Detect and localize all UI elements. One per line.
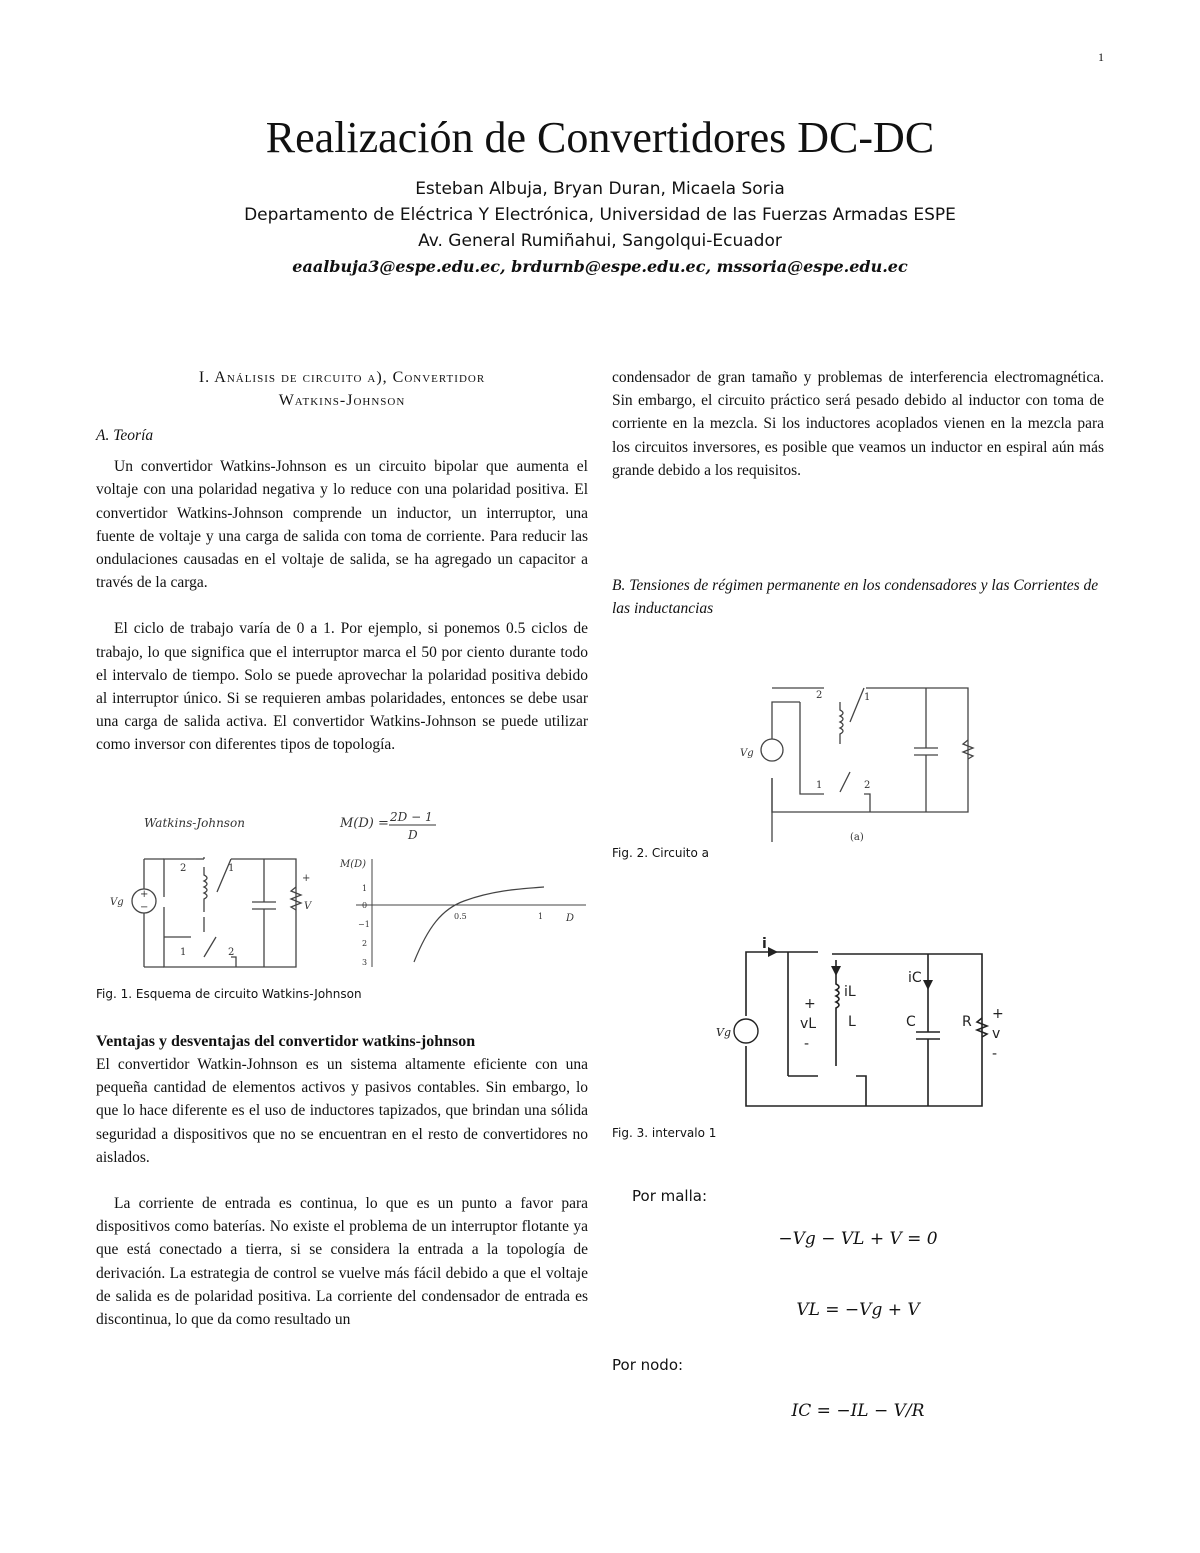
fig3-source-label: Vg (716, 1025, 731, 1039)
fig3-r-label: R (962, 1013, 972, 1030)
address: Av. General Rumiñahui, Sangolqui-Ecuador (418, 231, 782, 251)
figure-3 (612, 936, 1104, 1116)
fig1-caption: Fig. 1. Esquema de circuito Watkins-Johnson (96, 986, 362, 1001)
fig1-tick-y3: 2 (362, 938, 368, 948)
figure-2 (612, 652, 1104, 844)
por-nodo-label: Por nodo: (612, 1356, 684, 1375)
fig3-c-label: C (906, 1013, 916, 1030)
fig3-caption: Fig. 3. intervalo 1 (612, 1125, 717, 1140)
fig1-sw-2b: 2 (228, 946, 235, 958)
paragraph-cont: condensador de gran tamaño y problemas de interferencia electromagnética. Sin embargo, el circuito práctico será pesado debido al inductor con toma de corriente en la mezcla. Si los inductores acoplados vienen en la mezcla para los circuitos inversores, es posible que veamos un inductor en espiral aún más grande debido a los requisitos. (612, 369, 1104, 479)
fig3-source-icon (734, 1019, 758, 1043)
subsection-b: B. Tensiones de régimen permanente en los condensadores y las Corrientes de las inductancias (612, 577, 1099, 618)
section-heading-line1: I. Análisis de circuito a), Convertidor (198, 369, 486, 386)
fig1-formula-den: D (408, 827, 418, 842)
fig3-ic-arrow (923, 980, 933, 990)
fig3-vl-label: vL (800, 1015, 817, 1032)
fig1-inductor (204, 867, 207, 912)
section-heading (96, 366, 588, 412)
fig2-source-icon (761, 739, 783, 761)
left-column (96, 366, 588, 1331)
paper-title: Realización de Convertidores DC-DC (265, 113, 935, 162)
fig1-switch-bottom (204, 937, 216, 957)
fig1-title: Watkins-Johnson (144, 815, 245, 830)
paragraph-2: El ciclo de trabajo varía de 0 a 1. Por ejemplo, si ponemos 0.5 ciclos de trabajo, lo que significa que el interruptor marca el 50 por ciento durante todo el intervalo de tiempo. Solo se puede aprovechar la polaridad positiva debido al interruptor único. Si se requieren ambas polaridades, entonces se debe usar una carga de salida activa. El convertidor Watkins-Johnson se puede utilizar como inversor con diferentes tipos de topología. (96, 620, 588, 754)
fig1-tick-05: 0.5 (454, 911, 467, 921)
emails: eaalbuja3@espe.edu.ec, brdurnb@espe.edu.ec, mssoria@espe.edu.ec (292, 257, 908, 276)
fig1-plot-curve (414, 887, 544, 962)
fig2-sub-label: (a) (850, 832, 864, 844)
fig1-tick-y1: 0 (362, 900, 368, 910)
fig2-source-label: Vg (740, 748, 754, 760)
por-malla-label: Por malla: (632, 1186, 708, 1205)
fig1-tick-1: 1 (538, 911, 544, 921)
fig1-tick-y2: −1 (358, 919, 370, 929)
fig2-switch-bottom (840, 772, 850, 792)
equation-1: −Vg − VL + V = 0 (778, 1229, 938, 1250)
fig2-switch-top (850, 688, 864, 722)
fig2-sw-1: 1 (864, 692, 871, 704)
fig2-inductor (840, 702, 843, 744)
figure-1 (96, 797, 588, 977)
fig3-il-label: iL (844, 983, 856, 1000)
advantages-paragraph: El convertidor Watkin-Johnson es un sistema altamente eficiente con una pequeña cantidad de elementos activos y pasivos contables. Sin embargo, lo que lo hace diferente es el uso de inductores tapizados, que brindan una sólida seguridad a dispositivos que no se encuentran en el resto de convertidores no aislados. (96, 1056, 588, 1166)
fig3-ic-label: iC (908, 969, 922, 986)
subsection-a: A. Teoría (96, 427, 154, 444)
paragraph-3: La corriente de entrada es continua, lo que es un punto a favor para dispositivos como baterías. No existe el problema de un interruptor flotante ya que está conectado a tierra, si se considera la entrada a la topología de derivación. La estrategia de control se vuelve más fácil debido a que el voltaje de salida es de polaridad positiva. La corriente del condensador de entrada es discontinua, lo que da como resultado un (96, 1195, 588, 1329)
fig3-il-arrow (831, 966, 841, 976)
fig3-l-label: L (848, 1013, 856, 1030)
fig2-sw-2b: 2 (864, 780, 871, 792)
fig3-minus: - (804, 1035, 810, 1052)
equation-3: IC = −IL − V/R (791, 1400, 925, 1421)
fig1-sw-1b: 1 (180, 946, 187, 958)
equation-2: VL = −Vg + V (796, 1300, 920, 1321)
section-heading-line2: Watkins-Johnson (278, 392, 406, 409)
fig1-plot (339, 859, 586, 967)
fig1-tick-y0: 1 (362, 883, 368, 893)
fig1-tick-y4: 3 (362, 957, 368, 967)
fig1-sw-2: 2 (180, 862, 187, 874)
fig1-axis-x: D (566, 912, 575, 924)
fig1-out-plus: + (302, 872, 311, 884)
fig3-i-label: i (762, 935, 767, 952)
fig2-sw-2: 2 (816, 690, 823, 702)
page-number: 1 (1098, 50, 1104, 64)
title-block (0, 110, 1200, 280)
paragraph-1: Un convertidor Watkins-Johnson es un circuito bipolar que aumenta el voltaje con una polaridad negativa y lo reduce con una polaridad positiva. El convertidor Watkins-Johnson comprende un inductor, un interruptor, una fuente de voltaje y una carga de salida con toma de corriente. Para reducir las ondulaciones causadas en el voltaje de salida, se ha agregado un capacitor a través de la carga. (96, 458, 588, 592)
fig1-sw-1: 1 (228, 862, 235, 874)
right-column (612, 366, 1104, 1423)
fig1-source-label: Vg (110, 896, 124, 908)
fig3-out-plus: + (992, 1005, 1004, 1022)
fig2-caption: Fig. 2. Circuito a (612, 846, 710, 861)
fig1-axis-y: M(D) (340, 858, 367, 870)
fig1-plus: + (140, 888, 149, 900)
advantages-heading: Ventajas y desventajas del convertidor watkins-johnson (96, 1032, 476, 1050)
fig3-v-label: v (992, 1025, 1001, 1042)
fig1-formula-num: 2D − 1 (390, 809, 433, 824)
fig1-formula-lhs: M(D) = (340, 815, 389, 831)
affiliation: Departamento de Eléctrica Y Electrónica, Universidad de las Fuerzas Armadas ESPE (244, 205, 956, 225)
fig3-inductor (836, 960, 839, 1066)
fig3-plus: + (804, 995, 816, 1012)
fig1-output-label: V (304, 900, 312, 912)
fig3-current-arrow (768, 947, 778, 957)
fig3-out-minus: - (992, 1045, 998, 1062)
authors: Esteban Albuja, Bryan Duran, Micaela Soria (415, 179, 785, 199)
fig2-sw-1b: 1 (816, 780, 823, 792)
fig1-minus: − (140, 901, 149, 913)
